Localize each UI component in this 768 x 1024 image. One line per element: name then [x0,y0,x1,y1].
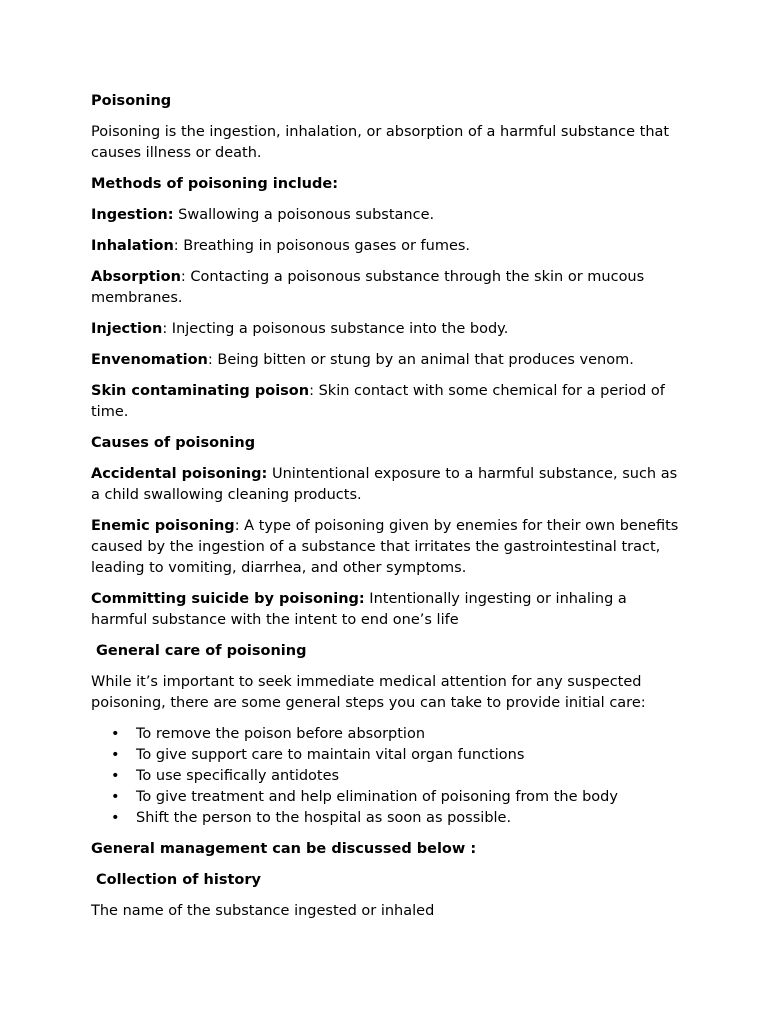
method-term: Injection [91,321,163,337]
method-item [91,236,684,257]
cause-item [91,516,684,579]
list-item: • Shift the person to the hospital as soon as possible. [91,808,684,829]
cause-desc: Unintentional exposure to a harmful substance, such as a child swallowing cleaning products. [91,466,678,503]
method-term: Ingestion: [91,207,174,223]
list-item: • To give treatment and help elimination of poisoning from the body [91,787,684,808]
causes-heading: Causes of poisoning [91,435,256,451]
cause-term: Committing suicide by poisoning: [91,591,365,607]
history-heading: Collection of history [96,872,261,888]
methods-heading: Methods of poisoning include: [91,176,338,192]
management-heading: General management can be discussed below : [91,841,477,857]
method-desc: : Injecting a poisonous substance into the body. [162,321,509,337]
list-item: • To use specifically antidotes [91,766,684,787]
cause-term: Enemic poisoning [91,518,235,534]
method-item [91,205,684,226]
method-item [91,350,684,371]
cause-desc: : A type of poisoning given by enemies for their own benefits caused by the ingestion of a substance that irritates the gastrointestinal tract, leading to vomiting, diarrhea, and other symptoms. [91,518,679,576]
method-term: Inhalation [91,238,174,254]
intro-paragraph: Poisoning is the ingestion, inhalation, or absorption of a harmful substance that causes illness or death. [91,124,670,161]
cause-item [91,464,684,506]
care-intro: While it’s important to seek immediate medical attention for any suspected poisoning, there are some general steps you can take to provide initial care: [91,674,646,711]
method-desc: Swallowing a poisonous substance. [173,207,435,223]
method-item [91,381,684,423]
history-text: The name of the substance ingested or inhaled [91,903,435,919]
list-item: • To remove the poison before absorption [91,724,684,745]
method-desc: : Skin contact with some chemical for a period of time. [91,383,665,420]
document-title: Poisoning [91,93,172,109]
method-desc: : Contacting a poisonous substance through the skin or mucous membranes. [91,269,645,306]
list-item: • To give support care to maintain vital organ functions [91,745,684,766]
method-desc: : Being bitten or stung by an animal that produces venom. [207,352,634,368]
method-term: Absorption [91,269,181,285]
cause-item [91,589,684,631]
methods-list [91,205,684,423]
method-term: Envenomation [91,352,208,368]
cause-desc: Intentionally ingesting or inhaling a harmful substance with the intent to end one’s life [91,591,627,628]
cause-term: Accidental poisoning: [91,466,268,482]
method-desc: : Breathing in poisonous gases or fumes. [173,238,471,254]
care-steps-list [91,724,684,829]
care-heading: General care of poisoning [96,643,307,659]
method-item [91,267,684,309]
causes-list [91,464,684,631]
method-term: Skin contaminating poison [91,383,310,399]
method-item [91,319,684,340]
